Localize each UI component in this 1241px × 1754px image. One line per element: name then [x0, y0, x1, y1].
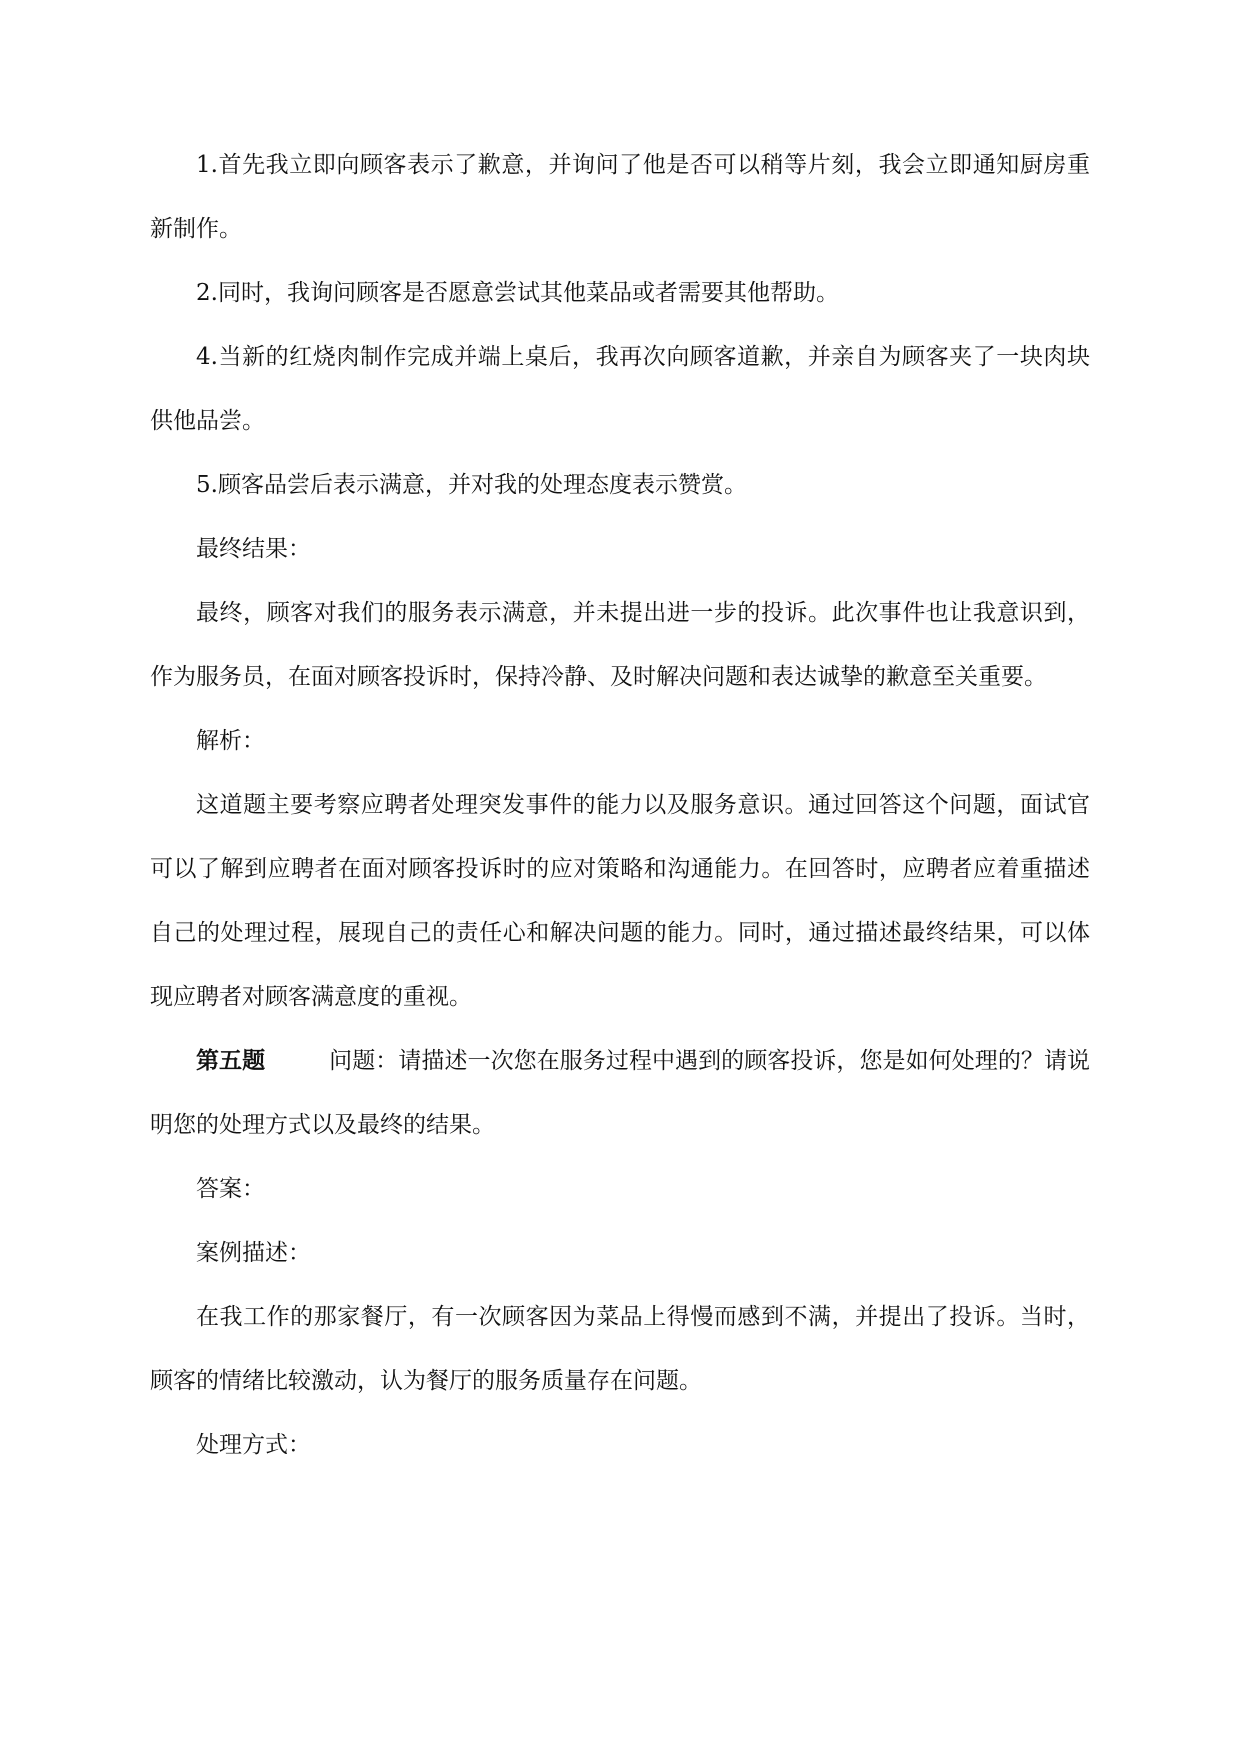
- paragraph-step-5: 5.顾客品尝后表示满意，并对我的处理态度表示赞赏。: [196, 472, 747, 498]
- heading-handling-method: 处理方式：: [196, 1432, 311, 1458]
- heading-answer: 答案：: [196, 1176, 265, 1202]
- paragraph-analysis: 这道题主要考察应聘者处理突发事件的能力以及服务意识。通过回答这个问题，面试官可以了解到应聘者在面对顾客投诉时的应对策略和沟通能力。在回答时，应聘者应着重描述自己的处理过程，展现自己的责任心和解决问题的能力。同时，通过描述最终结果，可以体现应聘者对顾客满意度的重视。: [150, 792, 1090, 1010]
- heading-analysis: 解析：: [196, 728, 265, 754]
- paragraph-step-4: 4.当新的红烧肉制作完成并端上桌后，我再次向顾客道歉，并亲自为顾客夹了一块肉块供他品尝。: [150, 344, 1090, 434]
- paragraph-step-2: 2.同时，我询问顾客是否愿意尝试其他菜品或者需要其他帮助。: [196, 280, 839, 306]
- paragraph-final-result: 最终，顾客对我们的服务表示满意，并未提出进一步的投诉。此次事件也让我意识到，作为服务员，在面对顾客投诉时，保持冷静、及时解决问题和表达诚挚的歉意至关重要。: [150, 600, 1090, 690]
- question-text: 问题：请描述一次您在服务过程中遇到的顾客投诉，您是如何处理的？请说明您的处理方式以及最终的结果。: [150, 1048, 1091, 1138]
- question-paragraph: [150, 1029, 1090, 1157]
- document-page: [150, 133, 1090, 1477]
- question-label: 第五题: [196, 1048, 266, 1074]
- paragraph-step-1: 1.首先我立即向顾客表示了歉意，并询问了他是否可以稍等片刻，我会立即通知厨房重新制作。: [150, 152, 1090, 242]
- heading-final-result: 最终结果：: [196, 536, 311, 562]
- paragraph-case-description: 在我工作的那家餐厅，有一次顾客因为菜品上得慢而感到不满，并提出了投诉。当时，顾客的情绪比较激动，认为餐厅的服务质量存在问题。: [150, 1304, 1090, 1394]
- heading-case-description: 案例描述：: [196, 1240, 311, 1266]
